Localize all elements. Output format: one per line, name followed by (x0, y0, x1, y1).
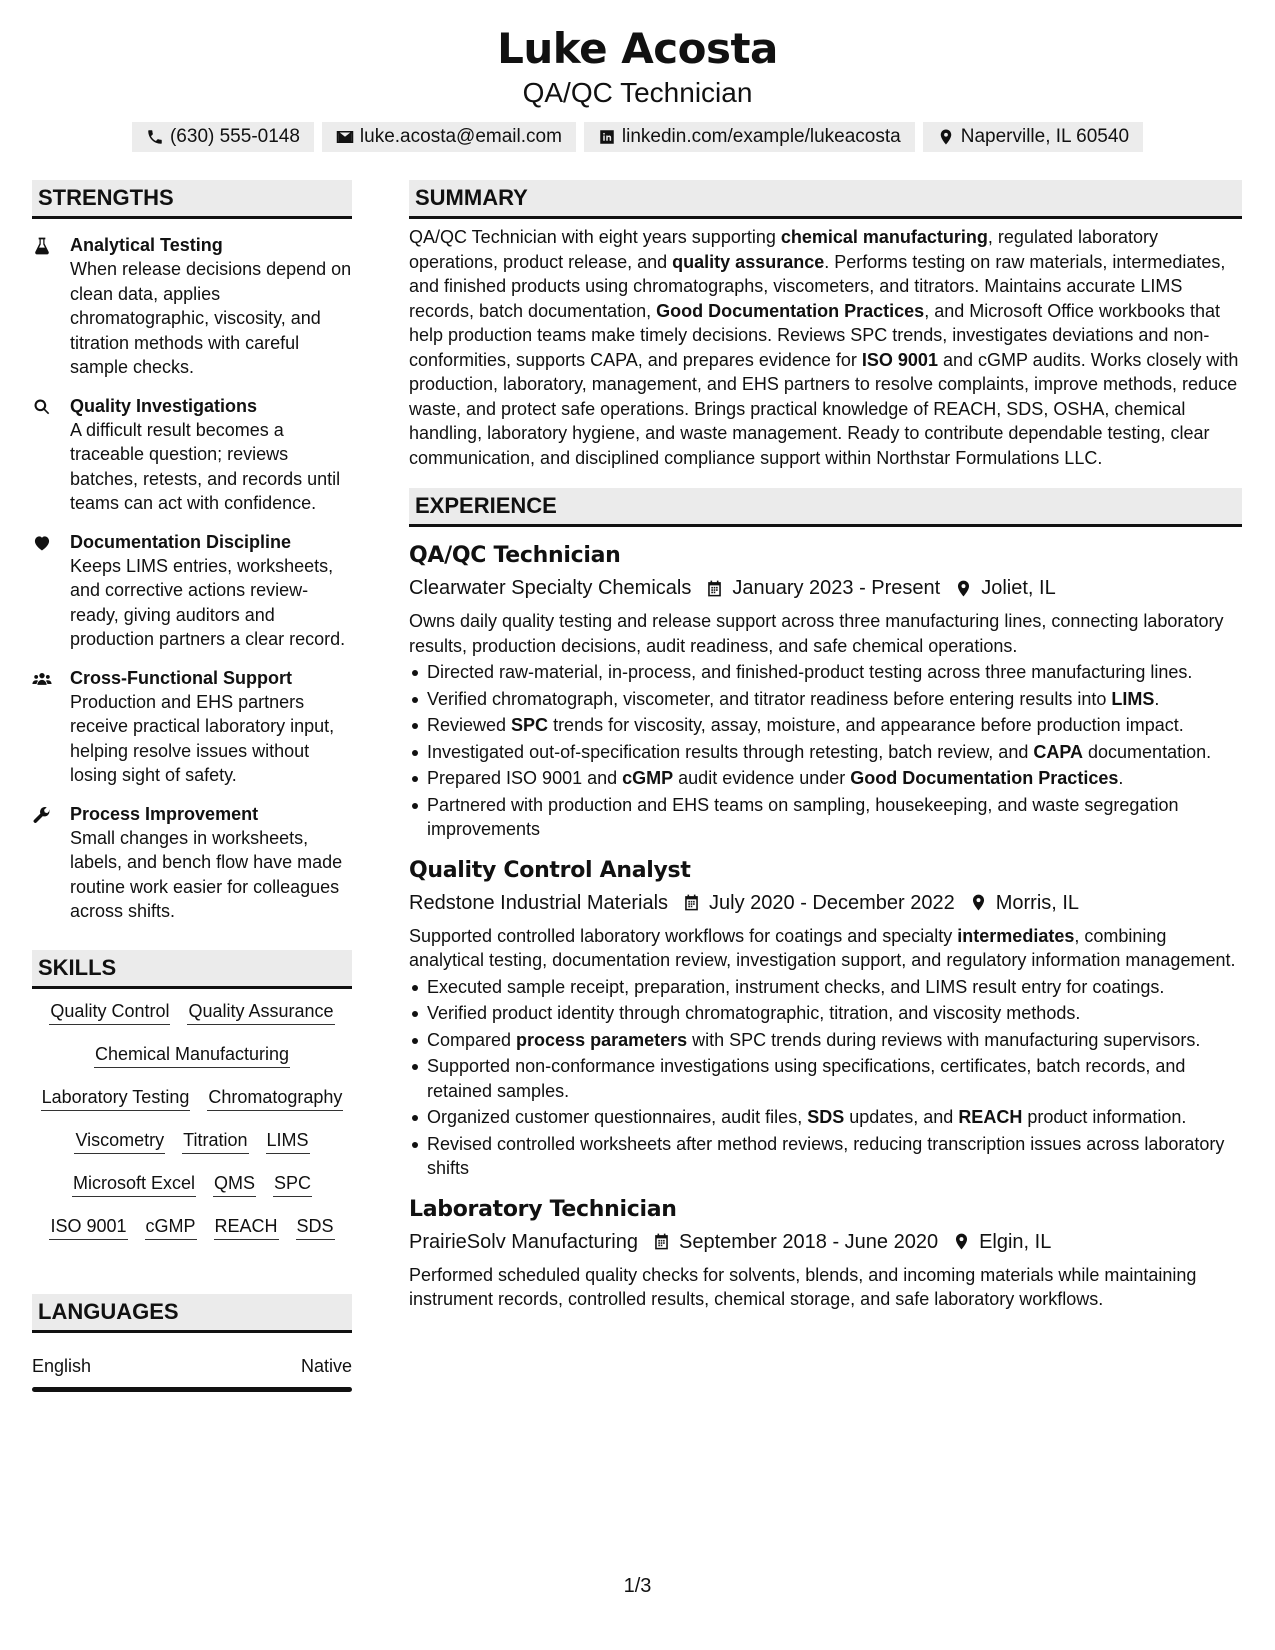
job-bullets (409, 660, 1242, 842)
emphasis-text: Good Documentation Practices (656, 300, 925, 321)
job-bullet: Directed raw-material, in-process, and finished-product testing across three manufacturing lines. (409, 660, 1242, 685)
job-entry (409, 541, 1242, 842)
emphasis-text: intermediates (957, 925, 1075, 946)
job-title: QA/QC Technician (409, 543, 621, 568)
strength-text: A difficult result becomes a traceable question; reviews batches, retests, and records until teams can act with confidence. (70, 419, 341, 513)
emphasis-text: cGMP (622, 768, 674, 788)
page-number: 1/3 (623, 1575, 652, 1597)
envelope-icon (336, 128, 354, 146)
strength-item (32, 233, 352, 380)
calendar-icon (705, 579, 724, 598)
skill-tag: LIMS (266, 1128, 310, 1154)
resume-header (0, 22, 1275, 152)
emphasis-text: CAPA (1033, 741, 1084, 762)
job-company: Redstone Industrial Materials (409, 891, 669, 914)
job-title: Laboratory Technician (409, 1196, 677, 1222)
skill-tag: ISO 9001 (49, 1214, 127, 1240)
emphasis-text: SPC (511, 715, 549, 735)
users-icon (32, 669, 52, 689)
strength-text: When release decisions depend on clean data, applies chromatographic, viscosity, and titration methods with careful sample checks. (70, 259, 352, 377)
strength-title: Cross-Functional Support (70, 667, 292, 688)
job-description: Performed scheduled quality checks for solvents, blends, and incoming materials while maintaining instrument records, controlled results, chemical storage, and safe laboratory workflows. (409, 1264, 1197, 1309)
skill-tag: Chemical Manufacturing (94, 1042, 290, 1068)
linkedin-icon (598, 128, 616, 146)
job-bullet: Reviewed SPC trends for viscosity, assay, moisture, and appearance before production impact. (409, 713, 1242, 738)
job-bullet: Investigated out-of-specification results through retesting, batch review, and CAPA documentation. (409, 740, 1242, 765)
skill-tag: Chromatography (207, 1085, 343, 1111)
languages-heading: LANGUAGES (32, 1294, 352, 1333)
job-location: Morris, IL (995, 891, 1080, 914)
emphasis-text: Good Documentation Practices (850, 768, 1119, 788)
wrench-icon (32, 805, 52, 825)
job-bullets (409, 975, 1242, 1181)
contact-bar (0, 122, 1275, 152)
strength-text: Production and EHS partners receive practical laboratory input, helping resolve issues without losing sight of safety. (70, 691, 335, 785)
strength-item (32, 530, 352, 652)
strength-item (32, 394, 352, 516)
strength-title: Quality Investigations (70, 395, 258, 416)
heart-icon (32, 533, 52, 553)
job-bullet: Executed sample receipt, preparation, instrument checks, and LIMS result entry for coatings. (409, 975, 1242, 1000)
calendar-icon (682, 893, 701, 912)
skill-tag: Quality Control (49, 999, 170, 1025)
job-bullet: Verified product identity through chromatographic, titration, and viscosity methods. (409, 1001, 1242, 1026)
job-bullet: Verified chromatograph, viscometer, and titrator readiness before entering results into LIMS. (409, 687, 1242, 712)
candidate-role: QA/QC Technician (522, 77, 753, 108)
job-location: Joliet, IL (981, 577, 1056, 599)
job-description: Supported controlled laboratory workflows for coatings and specialty intermediates, combining analytical testing, documentation review, investigation support, and regulatory information management. (409, 925, 1236, 970)
map-pin-icon (954, 579, 973, 598)
job-dates: January 2023 - Present (732, 577, 941, 599)
job-location: Elgin, IL (979, 1230, 1052, 1253)
language-proficiency-bar (32, 1387, 352, 1392)
job-bullet: Prepared ISO 9001 and cGMP audit evidence under Good Documentation Practices. (409, 766, 1242, 791)
job-meta (409, 573, 1242, 603)
emphasis-text: quality assurance (672, 251, 825, 272)
left-column (32, 180, 352, 1392)
contact-email-text: luke.acosta@email.com (359, 126, 562, 147)
strength-text: Small changes in worksheets, labels, and bench flow have made routine work easier for colleagues across shifts. (70, 827, 343, 921)
contact-phone[interactable] (132, 122, 314, 152)
job-description: Owns daily quality testing and release support across three manufacturing lines, connecting laboratory results, production decisions, audit readiness, and safe chemical operations. (409, 611, 1224, 656)
job-entry (409, 1195, 1242, 1312)
skill-tag: Microsoft Excel (72, 1171, 196, 1197)
map-pin-icon (969, 893, 988, 912)
experience-heading: EXPERIENCE (409, 488, 1242, 527)
skills-heading: SKILLS (32, 950, 352, 989)
contact-location (923, 122, 1143, 152)
job-company: Clearwater Specialty Chemicals (409, 577, 692, 599)
right-column (409, 180, 1242, 1312)
job-dates: September 2018 - June 2020 (679, 1230, 939, 1253)
job-bullet: Revised controlled worksheets after method reviews, reducing transcription issues across laboratory shifts (409, 1132, 1242, 1181)
emphasis-text: chemical manufacturing (780, 227, 988, 247)
skill-tag: Laboratory Testing (41, 1085, 191, 1111)
calendar-icon (652, 1232, 671, 1251)
language-row (32, 1353, 352, 1379)
strength-text: Keeps LIMS entries, worksheets, and corrective actions review-ready, giving auditors and production partners a clear record. (70, 555, 346, 649)
job-meta (409, 1227, 1242, 1257)
summary-heading: SUMMARY (409, 180, 1242, 219)
summary-text: QA/QC Technician with eight years supporting chemical manufacturing, regulated laboratory operations, product release, and quality assurance. Performs testing on raw materials, intermediates, and finished products using chromatographs, viscometers, and titrators. Maintains accurate LIMS records, batch documentation, Good Documentation Practices, and Microsoft Office workbooks that help production teams make timely decisions. Reviews SPC trends, investigates deviations and non-conformities, supports CAPA, and prepares evidence for ISO 9001 and cGMP audits. Works closely with production, laboratory, management, and EHS partners to resolve complaints, improve methods, reduce waste, and protect safe operations. Brings practical knowledge of REACH, SDS, OSHA, chemical handling, laboratory hygiene, and waste management. Ready to contribute dependable testing, clear communication, and disciplined compliance support within Northstar Formulations LLC. (409, 227, 1239, 468)
skill-tag: cGMP (145, 1214, 197, 1240)
emphasis-text: LIMS (1111, 688, 1155, 709)
map-pin-icon (937, 128, 955, 146)
job-title: Quality Control Analyst (409, 857, 691, 883)
skill-tag: SPC (273, 1171, 312, 1197)
skills-list (32, 999, 352, 1240)
job-bullet: Organized customer questionnaires, audit files, SDS updates, and REACH product information. (409, 1105, 1242, 1130)
job-entry (409, 856, 1242, 1181)
job-dates: July 2020 - December 2022 (709, 891, 955, 914)
strength-title: Documentation Discipline (70, 531, 292, 552)
language-level: Native (300, 1355, 352, 1376)
skill-tag: QMS (213, 1171, 256, 1197)
contact-linkedin-text: linkedin.com/example/lukeacosta (621, 126, 901, 147)
map-pin-icon (952, 1232, 971, 1251)
skill-tag: Titration (182, 1128, 248, 1154)
strengths-heading: STRENGTHS (32, 180, 352, 219)
job-bullet: Partnered with production and EHS teams on sampling, housekeeping, and waste segregation improvements (409, 793, 1242, 842)
candidate-name: Luke Acosta (497, 24, 778, 73)
skill-tag: Quality Assurance (187, 999, 334, 1025)
job-company: PrairieSolv Manufacturing (409, 1230, 638, 1253)
flask-icon (32, 236, 52, 256)
magnifier-icon (32, 397, 52, 417)
contact-email[interactable] (322, 122, 576, 152)
emphasis-text: SDS (807, 1107, 845, 1127)
contact-linkedin[interactable] (584, 122, 915, 152)
emphasis-text: process parameters (516, 1029, 688, 1050)
skill-tag: SDS (296, 1214, 335, 1240)
skill-tag: REACH (214, 1214, 279, 1240)
skill-tag: Viscometry (74, 1128, 165, 1154)
strength-title: Process Improvement (70, 803, 259, 824)
contact-location-text: Naperville, IL 60540 (960, 126, 1130, 147)
contact-phone-text: (630) 555-0148 (169, 126, 300, 147)
emphasis-text: REACH (958, 1107, 1023, 1127)
strength-item (32, 802, 352, 924)
job-bullet: Supported non-conformance investigations using specifications, certificates, batch records, and retained samples. (409, 1054, 1242, 1103)
job-meta (409, 888, 1242, 918)
emphasis-text: ISO 9001 (861, 349, 938, 370)
strength-title: Analytical Testing (70, 235, 223, 255)
job-bullet: Compared process parameters with SPC trends during reviews with manufacturing supervisors. (409, 1028, 1242, 1053)
phone-icon (146, 128, 164, 146)
language-name: English (32, 1355, 92, 1376)
experience-list (409, 541, 1242, 1312)
strength-item (32, 666, 352, 788)
